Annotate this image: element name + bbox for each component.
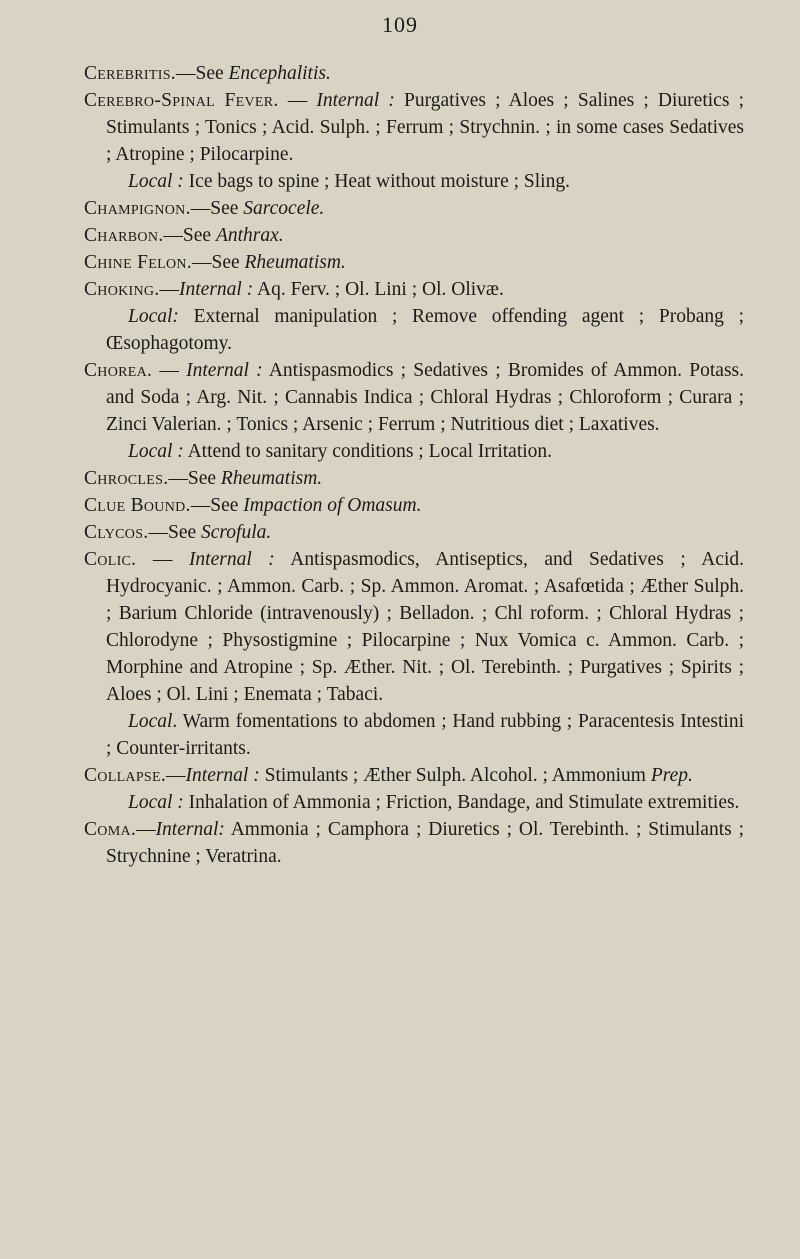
cross-reference: Anthrax. [215,225,284,246]
internal-treatments: Purgatives ; Aloes ; Salines ; Diuretics ; Stimulants ; Tonics ; Acid. Sulph. ; Ferrum ; Strychnin. ; in some cases Sedatives ; Atropine ; Pilocarpine. [106,90,744,165]
cross-reference: Scrofula. [201,522,272,543]
local-treatment [84,789,744,816]
local-treatments: External manipulation ; Remove offending agent ; Probang ; Œsophagotomy. [106,306,744,354]
local-treatments: Attend to sanitary conditions ; Local Irritation. [183,441,553,462]
entry-cerebritis: Cerebritis.—See Encephalitis. [84,63,331,84]
entry-chorea: Chorea. — Internal : Antispasmodics ; Sedatives ; Bromides of Ammon. Potass. and Soda ; Arg. Nit. ; Cannabis Indica ; Chloral Hydras ; Chloroform ; Curara ; Zinci Valerian. ; Tonics ; Arsenic ; Ferrum ; Nutritious diet ; Laxatives. [84,360,744,435]
entry-head: Collapse. [84,765,167,786]
entry-head: Colic. [84,549,137,570]
cross-reference: Rheumatism. [244,252,346,273]
entry-head: Charbon. [84,225,164,246]
local-treatment [84,438,744,465]
entry-clycos: Clycos.—See Scrofula. [84,522,272,543]
entry-head: Cerebro-Spinal Fever. [84,90,279,111]
local-treatment [84,168,744,195]
entry-coma: Coma.—Internal: Ammonia ; Camphora ; Diuretics ; Ol. Terebinth. ; Stimulants ; Strychnine ; Veratrina. [84,819,744,867]
entry-head: Chorea. [84,360,153,381]
internal-treatments: Ammonia ; Camphora ; Diuretics ; Ol. Terebinth. ; Stimulants ; Strychnine ; Veratrina. [106,819,744,867]
entry-clue-bound: Clue Bound.—See Impaction of Omasum. [84,495,422,516]
entry-colic: Colic. — Internal : Antispasmodics, Antiseptics, and Sedatives ; Acid. Hydrocyanic. ; Ammon. Carb. ; Sp. Ammon. Aromat. ; Asafœtida ; Æther Sulph. ; Barium Chloride (intravenously) ; Belladon. ; Chl roform. ; Chloral Hydras ; Chlorodyne ; Physostigmine ; Pilocarpine ; Nux Vomica c. Ammon. Carb. ; Morphine and Atropine ; Sp. Æther. Nit. ; Ol. Terebinth. ; Purgatives ; Spirits ; Aloes ; Ol. Lini ; Enemata ; Tabaci. [84,549,745,705]
local-treatments: Ice bags to spine ; Heat without moisture ; Sling. [183,171,570,192]
internal-label: Internal : [186,360,263,381]
entry-chine-felon: Chine Felon.—See Rheumatism. [84,252,346,273]
internal-label: Internal : [188,549,275,570]
local-label: Local [128,711,173,732]
entry-collapse: Collapse.—Internal : Stimulants ; Æther Sulph. Alcohol. ; Ammonium Prep. [84,765,693,786]
local-label: Local : [128,441,184,462]
internal-label: Internal : [185,765,260,786]
entry-head: Choking. [84,279,160,300]
entry-chrocles: Chrocles.—See Rheumatism. [84,468,323,489]
entry-champignon: Champignon.—See Sarcocele. [84,198,325,219]
internal-label: Internal: [155,819,225,840]
entry-charbon: Charbon.—See Anthrax. [84,225,284,246]
page-number: 109 [382,12,418,37]
internal-label: Internal : [179,279,254,300]
local-label: Local : [128,792,184,813]
entry-head: Clue Bound. [84,495,191,516]
entry-head: Champignon. [84,198,191,219]
internal-treatments: Stimulants ; Æther Sulph. Alcohol. ; Ammonium [259,765,651,786]
internal-label: Internal : [316,90,395,111]
local-label: Local: [128,306,179,327]
internal-treatments: Antispasmodics ; Sedatives ; Bromides of Ammon. Potass. and Soda ; Arg. Nit. ; Cannabis Indica ; Chloral Hydras ; Chloroform ; Curara ; Zinci Valerian. ; Tonics ; Arsenic ; Ferrum ; Nutritious diet ; Laxatives. [106,360,744,435]
entry-cerebro-spinal-fever: Cerebro-Spinal Fever. — Internal : Purgatives ; Aloes ; Salines ; Diuretics ; Stimulants ; Tonics ; Acid. Sulph. ; Ferrum ; Strychnin. ; in some cases Sedatives ; Atropine ; Pilocarpine. [84,90,744,165]
internal-treatments: Antispasmodics, Antiseptics, and Sedatives ; Acid. Hydrocyanic. ; Ammon. Carb. ; Sp. Ammon. Aromat. ; Asafœtida ; Æther Sulph. ; Barium Chloride (intravenously) ; Belladon. ; Chl roform. ; Chloral Hydras ; Chlorodyne ; Physostigmine ; Pilocarpine ; Nux Vomica c. Ammon. Carb. ; Morphine and Atropine ; Sp. Æther. Nit. ; Ol. Terebinth. ; Purgatives ; Spirits ; Aloes ; Ol. Lini ; Enemata ; Tabaci. [106,549,745,705]
cross-reference: Rheumatism. [220,468,323,489]
local-treatments: . Warm fomentations to abdomen ; Hand rubbing ; Paracentesis Intestini ; Counter-irritants. [106,711,744,759]
entry-head: Coma. [84,819,137,840]
local-treatment [84,708,744,762]
entry-head: Clycos. [84,522,149,543]
entry-choking: Choking.—Internal : Aq. Ferv. ; Ol. Lini ; Ol. Olivæ. [84,279,504,300]
entry-head: Cerebritis. [84,63,176,84]
entries-list [84,60,744,870]
cross-reference: Encephalitis. [228,63,331,84]
entry-head: Chine Felon. [84,252,192,273]
internal-treatments: Aq. Ferv. ; Ol. Lini ; Ol. Olivæ. [253,279,504,300]
entry-head: Chrocles. [84,468,169,489]
cross-reference: Sarcocele. [243,198,325,219]
local-treatment [84,303,744,357]
local-label: Local : [128,171,184,192]
cross-reference: Impaction of Omasum. [243,495,422,516]
internal-treatments-italic: Prep. [650,765,693,786]
local-treatments: Inhalation of Ammonia ; Friction, Bandage, and Stimulate extremities. [183,792,740,813]
